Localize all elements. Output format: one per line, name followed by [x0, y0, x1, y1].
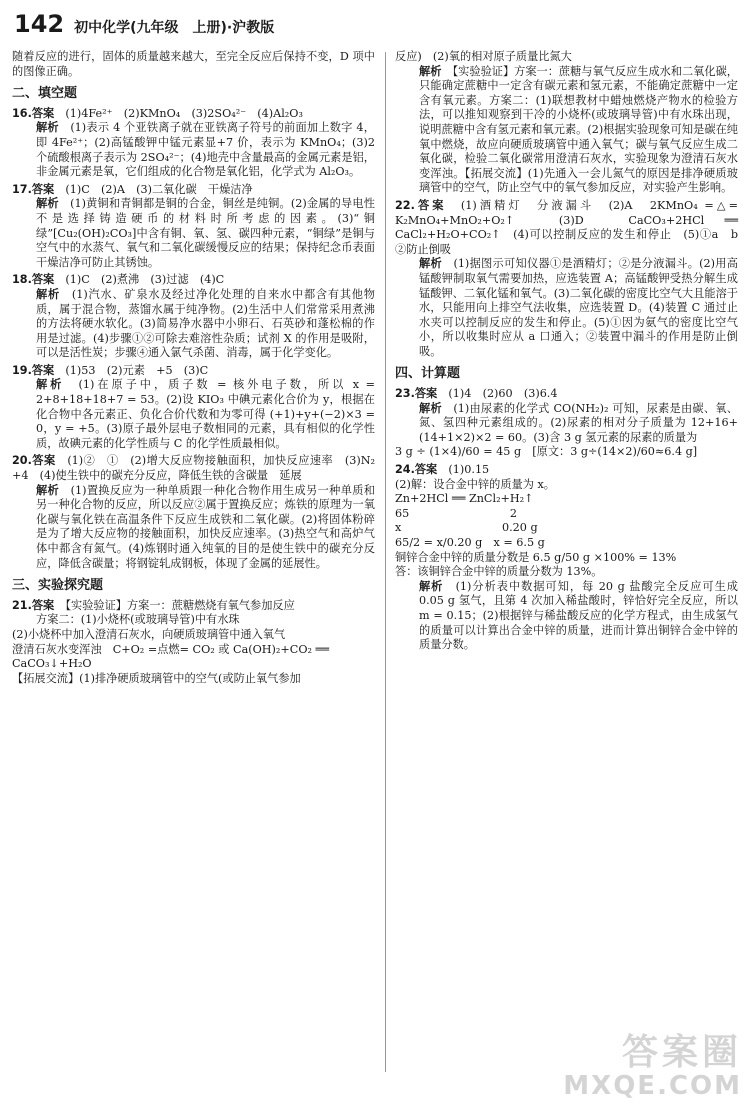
- q24-step: Zn+2HCl ══ ZnCl₂+H₂↑: [395, 492, 534, 506]
- q18-analysis: 解析 (1)汽水、矿泉水及经过净化处理的自来水中都含有其他物质，属于混合物，蒸馏水属于纯净物。(2)生活中人们常常采用煮沸的方法将硬水软化。(3)简易净水器中小卵石、石英砂和蓬松棉的作用是过滤。(4)步骤①②可除去难溶性杂质；试剂 X 的作用是吸附，可以是活性炭；步骤④通入氯气杀菌、消毒，属于化学变化。: [36, 287, 375, 360]
- q16-answer: 16.答案 (1)4Fe²⁺ (2)KMnO₄ (3)2SO₄²⁻ (4)Al₂O₃: [12, 106, 303, 120]
- q21-line: CaCO₃↓+H₂O: [12, 657, 92, 671]
- column-divider: [385, 52, 386, 1072]
- q21-line: 澄清石灰水变浑浊 C+O₂ =点燃= CO₂ 或 Ca(OH)₂+CO₂ ══: [12, 642, 330, 656]
- q24-analysis: 解析 (1)分析表中数据可知，每 20 g 盐酸完全反应可生成 0.05 g 氢气，且第 4 次加入稀盐酸时，锌恰好完全反应，所以 m = 0.15；(2)根据锌与稀盐酸反应的化学方程式，由生成氢气的质量可以计算出合金中锌的质量，进而计算出铜锌合金中锌的质量分数。: [419, 579, 738, 652]
- right-column: [395, 50, 750, 653]
- watermark-line2: MXQE.COM: [563, 1071, 742, 1101]
- q24-step: x 0.20 g: [395, 521, 538, 535]
- q17-analysis: 解析 (1)黄铜和青铜都是铜的合金，铜丝是纯铜。(2)金属的导电性不是选择铸造硬币的材料时所考虑的因素。(3)“铜绿”[Cu₂(OH)₂CO₃]中含有铜、氧、氢、碳四种元素，“铜绿”是铜与空气中的水蒸气、氧气和二氧化碳缓慢反应的结果；保持纪念币表面干燥洁净可防止其锈蚀。: [36, 197, 375, 269]
- q18-answer: 18.答案 (1)C (2)煮沸 (3)过滤 (4)C: [12, 273, 225, 287]
- q19-answer: 19.答案 (1)53 (2)元素 +5 (3)C: [12, 363, 209, 377]
- q21-continued: 反应) (2)氧的相对原子质量比氮大: [395, 50, 572, 63]
- q24-step: 铜锌合金中锌的质量分数是 6.5 g/50 g ×100% = 13%: [395, 550, 677, 564]
- section-experiment: 三、实验探究题: [12, 578, 104, 594]
- page-header: [14, 10, 274, 38]
- q23-calc: 3 g ÷ (1×4)/60 = 45 g [原文：3 g÷(14×2)/60≈6.4 g]: [395, 445, 698, 459]
- q22-answer: 22.答案 (1)酒精灯 分液漏斗 (2)A 2KMnO₄ =△= K₂MnO₄+MnO₂+O₂↑ (3)D CaCO₃+2HCl ══ CaCl₂+H₂O+CO₂↑ (4)可以控制反应的发生和停止 (5)①a b ②防止倒吸: [395, 198, 750, 256]
- book-title: 初中化学(九年级 上册)·沪教版: [74, 20, 275, 36]
- q24-step: (2)解：设合金中锌的质量为 x。: [395, 477, 555, 491]
- q23-answer: 23.答案 (1)4 (2)60 (3)6.4: [395, 387, 558, 401]
- section-fill-blank: 二、填空题: [12, 86, 78, 102]
- q21-line: 方案二：(1)小烧杯(或玻璃导管)中有水珠: [36, 613, 240, 627]
- q19-analysis: 解析 (1)在原子中，质子数 = 核外电子数，所以 x = 2+8+18+18+7 = 53。(2)设 KIO₃ 中碘元素化合价为 y，根据在化合物中各元素正、负化合价代数和为零可得 (+1)+y+(−2)×3 = 0，y = +5。(3)原子最外层电子数相同的元素，具有相似的化学性质，故碘元素的化学性质与 C 的化学性质最相似。: [36, 378, 375, 450]
- q23-analysis: 解析 (1)由尿素的化学式 CO(NH₂)₂ 可知，尿素是由碳、氧、氮、氢四种元素组成的。(2)尿素的相对分子质量为 12+16+(14+1×2)×2 = 60。(3)含 3 g 氢元素的尿素的质量为: [419, 401, 738, 444]
- q20-analysis: 解析 (1)置换反应为一种单质跟一种化合物作用生成另一种单质和另一种化合物的反应，所以反应②属于置换反应；炼铁的原理为一氧化碳与氧化铁在高温条件下反应生成铁和二氧化碳。(2)将固体粉碎是为了增大反应物的接触面积，加快反应速率。(3)热空气和高炉气体中都含有氮气。(4)炼钢时通入纯氧的目的是使生铁中的碳充分反应，降低含碳量；将钢锭轧成钢板，体现了金属的延展性。: [36, 483, 375, 570]
- section-calculation: 四、计算题: [395, 366, 461, 382]
- q24-answer: 24.答案 (1)0.15: [395, 463, 490, 477]
- left-column: [12, 50, 387, 686]
- q22-analysis: 解析 (1)据图示可知仪器①是酒精灯；②是分液漏斗。(2)用高锰酸钾制取氧气需要加热，应选装置 A；高锰酸钾受热分解生成锰酸钾、二氧化锰和氧气。(3)二氧化碳的密度比空气大且能溶于水，只能用向上排空气法收集，应选装置 D。(4)装置 C 通过止水夹可以控制反应的发生和停止。(5)①因为氨气的密度比空气小，所以收集时应从 a 口通入；②装置中漏斗的作用是防止倒吸。: [419, 257, 738, 358]
- q21-answer: 21.答案 【实验验证】方案一：蔗糖燃烧有氧气参加反应: [12, 598, 295, 612]
- watermark-line1: 答案圈: [621, 1032, 742, 1073]
- q20-answer: 20.答案 (1)② ① (2)增大反应物接触面积，加快反应速率 (3)N₂ +4 (4)使生铁中的碳充分反应，降低生铁的含碳量 延展: [12, 454, 387, 483]
- page-number: 142: [14, 10, 65, 38]
- q24-step: 答：该铜锌合金中锌的质量分数为 13%。: [395, 565, 603, 579]
- q21-analysis: 解析 【实验验证】方案一：蔗糖与氧气反应生成水和二氧化碳，只能确定蔗糖中一定含有碳元素和氢元素，不能确定蔗糖中一定含有氧元素。方案二：(1)联想教材中蜡烛燃烧产物水的检验方法，可以推知观察到干冷的小烧杯(或玻璃导管)中有水珠出现，说明蔗糖中含有氢元素和氧元素。(2)根据实验现象可知是碳在纯氧中燃烧，故应向硬质玻璃管中通入氧气；碳与氧气反应生成二氧化碳，检验二氧化碳常用澄清石灰水，实验现象为澄清石灰水变浑浊。【拓展交流】(1)先通入一会儿氮气的原因是排净硬质玻璃管中的空气，防止空气中的氧气参加反应，对实验产生影响。: [419, 64, 738, 195]
- q21-line: (2)小烧杯中加入澄清石灰水，向硬质玻璃管中通入氧气: [12, 627, 286, 641]
- q21-line: 【拓展交流】(1)排净硬质玻璃管中的空气(或防止氧气参加: [12, 671, 301, 685]
- q24-step: 65/2 = x/0.20 g x = 6.5 g: [395, 536, 545, 549]
- intro-text: 随着反应的进行，固体的质量越来越大，至完全反应后保持不变，D 项中的图像正确。: [12, 50, 375, 78]
- q16-analysis: 解析 (1)表示 4 个亚铁离子就在亚铁离子符号的前面加上数字 4，即 4Fe²⁺；(2)高锰酸钾中锰元素显+7 价，表示为 KMnO₄；(3)2 个硫酸根离子表示为 2SO₄²⁻；(4)地壳中含量最高的金属元素是铝，非金属元素是氧，它们组成的化合物是氧化铝，化学式为 Al₂O₃。: [36, 121, 375, 179]
- q24-step: 65 2: [395, 506, 518, 520]
- q17-answer: 17.答案 (1)C (2)A (3)二氧化碳 干燥洁净: [12, 182, 253, 196]
- watermark-logo: [563, 1034, 742, 1100]
